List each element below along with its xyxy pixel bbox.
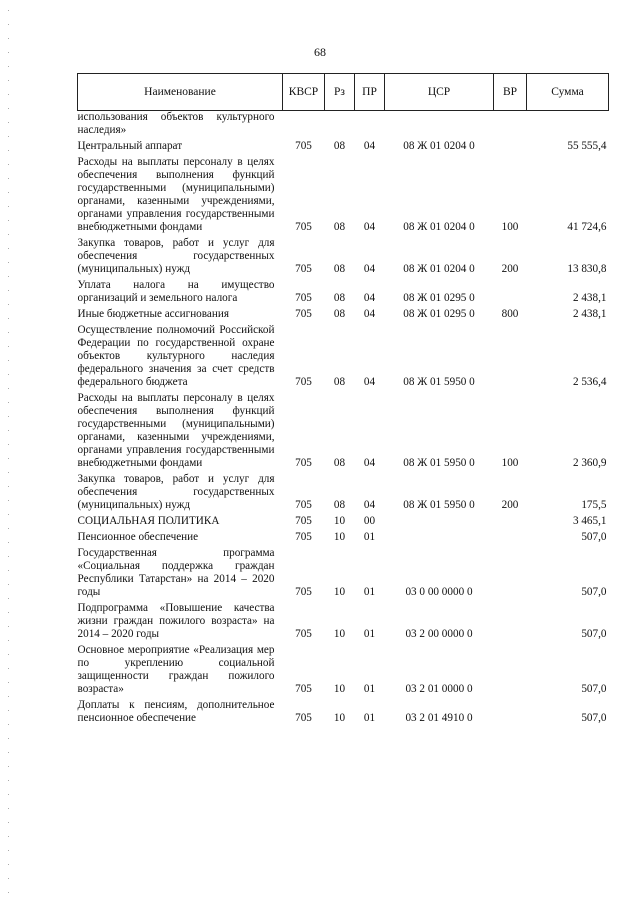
margin-dot bbox=[8, 248, 9, 249]
row-name: Центральный аппарат bbox=[77, 140, 183, 152]
table-row bbox=[78, 696, 609, 725]
table-row bbox=[78, 470, 609, 512]
row-kvsr: 705 bbox=[295, 531, 312, 543]
header-sum: Сумма bbox=[527, 74, 609, 111]
margin-dot bbox=[8, 528, 9, 529]
margin-dot bbox=[8, 430, 9, 431]
margin-dot bbox=[8, 752, 9, 753]
row-rz: 08 bbox=[333, 140, 346, 152]
row-rz: 08 bbox=[333, 457, 346, 469]
header-kvsr: КВСР bbox=[283, 74, 325, 111]
row-vr: 200 bbox=[501, 263, 519, 275]
row-rz: 08 bbox=[333, 221, 346, 233]
row-vr bbox=[494, 544, 527, 599]
header-name: Наименование bbox=[78, 74, 283, 111]
row-csr: 08 Ж 01 0204 0 bbox=[403, 140, 475, 152]
row-pr: 04 bbox=[363, 376, 376, 388]
header-rz: Рз bbox=[325, 74, 355, 111]
row-pr: 01 bbox=[363, 628, 376, 640]
row-rz: 10 bbox=[333, 628, 346, 640]
margin-dot bbox=[8, 766, 9, 767]
margin-dot bbox=[8, 472, 9, 473]
margin-dot bbox=[8, 402, 9, 403]
margin-dot bbox=[8, 486, 9, 487]
margin-binding-dots bbox=[8, 0, 12, 905]
margin-dot bbox=[8, 584, 9, 585]
row-name: Закупка товаров, работ и услуг для обеспечения государственных (муниципальных) нужд bbox=[77, 237, 275, 275]
row-pr: 04 bbox=[363, 499, 376, 511]
row-csr: 03 0 00 0000 0 bbox=[405, 586, 473, 598]
row-rz: 10 bbox=[333, 531, 346, 543]
row-name: Доплаты к пенсиям, дополнительное пенсионное обеспечение bbox=[77, 699, 275, 724]
row-pr: 00 bbox=[363, 515, 376, 527]
table-row bbox=[78, 153, 609, 234]
row-sum: 41 724,6 bbox=[567, 221, 607, 233]
row-name: Пенсионное обеспечение bbox=[77, 531, 199, 543]
margin-dot bbox=[8, 206, 9, 207]
margin-dot bbox=[8, 416, 9, 417]
margin-dot bbox=[8, 696, 9, 697]
row-csr: 08 Ж 01 0204 0 bbox=[403, 221, 475, 233]
row-vr: 100 bbox=[501, 221, 519, 233]
row-vr bbox=[494, 137, 527, 153]
row-csr: 08 Ж 01 5950 0 bbox=[403, 499, 475, 511]
table-row bbox=[78, 528, 609, 544]
margin-dot bbox=[8, 850, 9, 851]
row-name: Расходы на выплаты персоналу в целях обеспечения выполнения функций государственными (муниципальными) органами, казенными учреждениями, органами управления государственными внебюджетными фондами bbox=[77, 392, 275, 469]
margin-dot bbox=[8, 682, 9, 683]
row-name: Основное мероприятие «Реализация мер по укреплению социальной защищенности граждан пожилого возраста» bbox=[77, 644, 275, 695]
page-number: 68 bbox=[314, 45, 326, 59]
row-name: Закупка товаров, работ и услуг для обеспечения государственных (муниципальных) нужд bbox=[77, 473, 275, 511]
margin-dot bbox=[8, 612, 9, 613]
table-row bbox=[78, 276, 609, 305]
row-name: Уплата налога на имущество организаций и земельного налога bbox=[77, 279, 275, 304]
table-row bbox=[78, 599, 609, 641]
row-vr: 800 bbox=[501, 308, 519, 320]
row-kvsr: 705 bbox=[295, 263, 312, 275]
row-csr: 03 2 01 0000 0 bbox=[405, 683, 473, 695]
row-sum: 2 360,9 bbox=[572, 457, 607, 469]
row-kvsr bbox=[283, 111, 325, 138]
row-sum: 2 438,1 bbox=[572, 308, 607, 320]
row-pr: 01 bbox=[363, 586, 376, 598]
row-sum: 507,0 bbox=[581, 586, 607, 598]
margin-dot bbox=[8, 290, 9, 291]
table-row bbox=[78, 389, 609, 470]
margin-dot bbox=[8, 80, 9, 81]
table-row bbox=[78, 111, 609, 138]
margin-dot bbox=[8, 304, 9, 305]
margin-dot bbox=[8, 892, 9, 893]
margin-dot bbox=[8, 192, 9, 193]
margin-dot bbox=[8, 626, 9, 627]
row-name: Государственная программа «Социальная поддержка граждан Республики Татарстан» на 2014 – 2020 годы bbox=[77, 547, 275, 598]
row-name: СОЦИАЛЬНАЯ ПОЛИТИКА bbox=[77, 515, 220, 527]
row-csr: 03 2 01 4910 0 bbox=[405, 712, 473, 724]
row-name: Осуществление полномочий Российской Федерации по государственной охране объектов культурного наследия федерального значения за счет средств федерального бюджета bbox=[77, 324, 275, 388]
table-header-row bbox=[78, 74, 609, 111]
margin-dot bbox=[8, 276, 9, 277]
row-rz: 08 bbox=[333, 263, 346, 275]
row-csr bbox=[385, 512, 494, 528]
row-csr: 08 Ж 01 0295 0 bbox=[403, 308, 475, 320]
margin-dot bbox=[8, 178, 9, 179]
row-csr: 08 Ж 01 0295 0 bbox=[403, 292, 475, 304]
row-sum: 2 438,1 bbox=[572, 292, 607, 304]
margin-dot bbox=[8, 318, 9, 319]
row-rz: 08 bbox=[333, 376, 346, 388]
row-kvsr: 705 bbox=[295, 499, 312, 511]
margin-dot bbox=[8, 346, 9, 347]
row-sum: 55 555,4 bbox=[567, 140, 607, 152]
margin-dot bbox=[8, 388, 9, 389]
row-sum: 507,0 bbox=[581, 531, 607, 543]
row-sum: 507,0 bbox=[581, 683, 607, 695]
margin-dot bbox=[8, 640, 9, 641]
header-csr: ЦСР bbox=[385, 74, 494, 111]
margin-dot bbox=[8, 10, 9, 11]
budget-table bbox=[77, 73, 609, 725]
row-name: Подпрограмма «Повышение качества жизни граждан пожилого возраста» на 2014 – 2020 годы bbox=[77, 602, 275, 640]
row-rz: 10 bbox=[333, 586, 346, 598]
row-rz: 10 bbox=[333, 712, 346, 724]
row-csr bbox=[385, 528, 494, 544]
row-pr: 04 bbox=[363, 457, 376, 469]
row-vr bbox=[494, 528, 527, 544]
row-kvsr: 705 bbox=[295, 221, 312, 233]
margin-dot bbox=[8, 122, 9, 123]
row-vr bbox=[494, 321, 527, 389]
row-pr bbox=[355, 111, 385, 138]
row-kvsr: 705 bbox=[295, 376, 312, 388]
row-vr bbox=[494, 696, 527, 725]
header-vr: ВР bbox=[494, 74, 527, 111]
budget-table-container bbox=[77, 73, 608, 725]
row-pr: 04 bbox=[363, 292, 376, 304]
row-sum: 13 830,8 bbox=[567, 263, 607, 275]
row-vr bbox=[494, 641, 527, 696]
margin-dot bbox=[8, 94, 9, 95]
margin-dot bbox=[8, 668, 9, 669]
row-kvsr: 705 bbox=[295, 515, 312, 527]
margin-dot bbox=[8, 458, 9, 459]
margin-dot bbox=[8, 738, 9, 739]
margin-dot bbox=[8, 542, 9, 543]
table-row bbox=[78, 234, 609, 276]
row-sum: 507,0 bbox=[581, 712, 607, 724]
margin-dot bbox=[8, 164, 9, 165]
row-kvsr: 705 bbox=[295, 308, 312, 320]
row-sum: 2 536,4 bbox=[572, 376, 607, 388]
margin-dot bbox=[8, 654, 9, 655]
row-kvsr: 705 bbox=[295, 712, 312, 724]
table-row bbox=[78, 137, 609, 153]
row-kvsr: 705 bbox=[295, 683, 312, 695]
row-kvsr: 705 bbox=[295, 457, 312, 469]
row-name: Расходы на выплаты персоналу в целях обеспечения выполнения функций государственными (муниципальными) органами, казенными учреждениями, органами управления государственными внебюджетными фондами bbox=[77, 156, 275, 233]
margin-dot bbox=[8, 24, 9, 25]
margin-dot bbox=[8, 864, 9, 865]
row-csr bbox=[385, 111, 494, 138]
row-sum: 175,5 bbox=[581, 499, 607, 511]
row-name: использования объектов культурного наследия» bbox=[77, 111, 275, 136]
row-csr: 03 2 00 0000 0 bbox=[405, 628, 473, 640]
margin-dot bbox=[8, 570, 9, 571]
row-name: Иные бюджетные ассигнования bbox=[77, 308, 229, 320]
row-csr: 08 Ж 01 5950 0 bbox=[403, 457, 475, 469]
row-vr: 100 bbox=[501, 457, 519, 469]
row-sum: 507,0 bbox=[581, 628, 607, 640]
table-row bbox=[78, 512, 609, 528]
table-row bbox=[78, 305, 609, 321]
row-pr: 04 bbox=[363, 140, 376, 152]
margin-dot bbox=[8, 108, 9, 109]
row-kvsr: 705 bbox=[295, 140, 312, 152]
margin-dot bbox=[8, 38, 9, 39]
margin-dot bbox=[8, 500, 9, 501]
row-rz: 10 bbox=[333, 683, 346, 695]
header-pr: ПР bbox=[355, 74, 385, 111]
margin-dot bbox=[8, 780, 9, 781]
margin-dot bbox=[8, 794, 9, 795]
row-pr: 01 bbox=[363, 712, 376, 724]
margin-dot bbox=[8, 598, 9, 599]
margin-dot bbox=[8, 332, 9, 333]
row-pr: 01 bbox=[363, 531, 376, 543]
row-rz: 08 bbox=[333, 308, 346, 320]
row-kvsr: 705 bbox=[295, 586, 312, 598]
margin-dot bbox=[8, 556, 9, 557]
table-row bbox=[78, 321, 609, 389]
margin-dot bbox=[8, 262, 9, 263]
row-sum: 3 465,1 bbox=[572, 515, 607, 527]
table-row bbox=[78, 641, 609, 696]
row-rz: 10 bbox=[333, 515, 346, 527]
row-csr: 08 Ж 01 0204 0 bbox=[403, 263, 475, 275]
margin-dot bbox=[8, 724, 9, 725]
row-kvsr: 705 bbox=[295, 292, 312, 304]
margin-dot bbox=[8, 234, 9, 235]
row-vr bbox=[494, 512, 527, 528]
table-row bbox=[78, 544, 609, 599]
row-vr: 200 bbox=[501, 499, 519, 511]
margin-dot bbox=[8, 136, 9, 137]
row-pr: 04 bbox=[363, 263, 376, 275]
row-pr: 01 bbox=[363, 683, 376, 695]
row-vr bbox=[494, 111, 527, 138]
margin-dot bbox=[8, 822, 9, 823]
row-rz: 08 bbox=[333, 292, 346, 304]
row-pr: 04 bbox=[363, 221, 376, 233]
row-rz: 08 bbox=[333, 499, 346, 511]
row-sum bbox=[527, 111, 609, 138]
margin-dot bbox=[8, 808, 9, 809]
margin-dot bbox=[8, 878, 9, 879]
margin-dot bbox=[8, 66, 9, 67]
row-kvsr: 705 bbox=[295, 628, 312, 640]
row-pr: 04 bbox=[363, 308, 376, 320]
row-rz bbox=[325, 111, 355, 138]
margin-dot bbox=[8, 360, 9, 361]
row-csr: 08 Ж 01 5950 0 bbox=[403, 376, 475, 388]
margin-dot bbox=[8, 836, 9, 837]
margin-dot bbox=[8, 710, 9, 711]
margin-dot bbox=[8, 220, 9, 221]
row-vr bbox=[494, 276, 527, 305]
margin-dot bbox=[8, 444, 9, 445]
margin-dot bbox=[8, 514, 9, 515]
margin-dot bbox=[8, 374, 9, 375]
margin-dot bbox=[8, 150, 9, 151]
row-vr bbox=[494, 599, 527, 641]
